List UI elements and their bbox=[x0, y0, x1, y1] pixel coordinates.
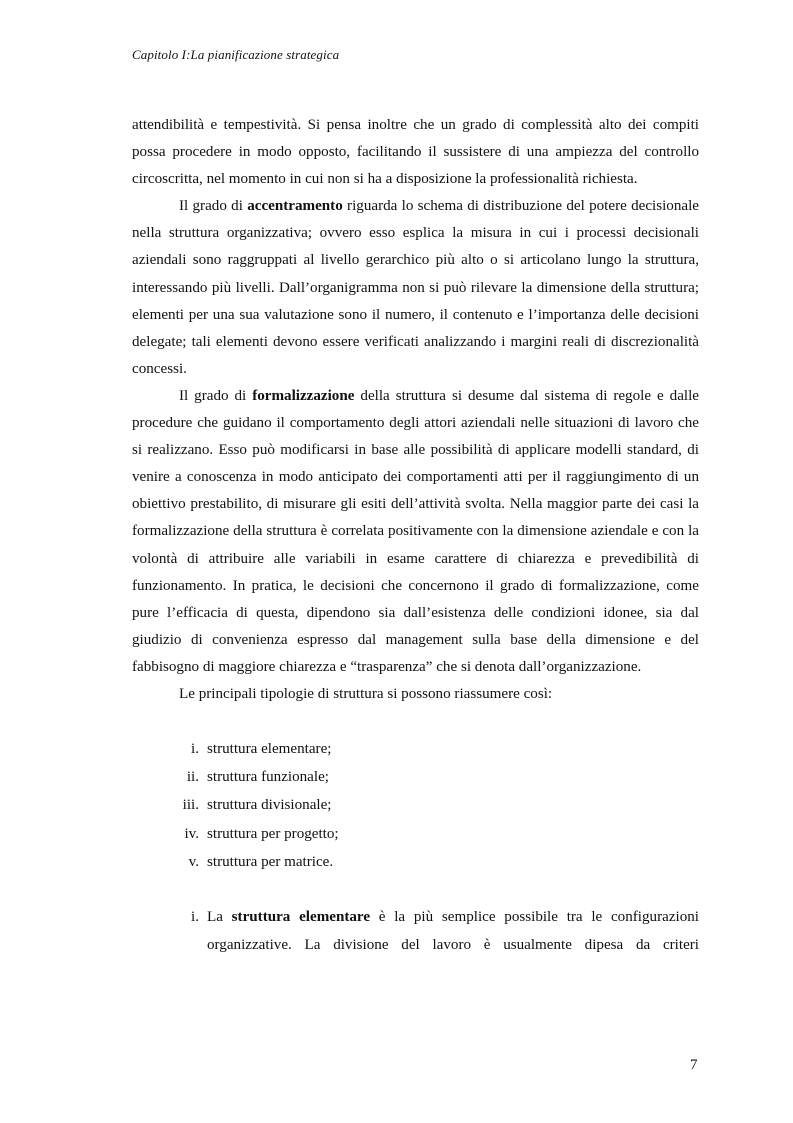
list-item-number: ii. bbox=[186, 769, 199, 786]
term-formalizzazione: formalizzazione bbox=[252, 387, 355, 404]
page-body bbox=[132, 112, 699, 959]
page-number: 7 bbox=[690, 1057, 698, 1073]
list-item-number: i. bbox=[191, 741, 199, 758]
list-item-number: iii. bbox=[182, 797, 199, 814]
detail-item-lead: La bbox=[207, 909, 232, 926]
detail-item-body: è la più semplice possibile tra le configurazioni organizzative. La divisione del lavoro è usualmente dipesa da criteri bbox=[207, 909, 699, 953]
list-item bbox=[132, 791, 699, 819]
paragraph-formalizzazione-text: della struttura si desume dal sistema di regole e dalle procedure che guidano il comportamento degli attori aziendali nelle situazioni di lavoro che si realizzano. Esso può modificarsi in base alle possibilità di applicare modelli standard, di venire a conoscenza in modo anticipato dei comportamenti atti per il raggiungimento di un obiettivo prestabilito, di misurare gli esiti dell’attività svolta. Nella maggior parte dei casi la formalizzazione della struttura è correlata positivamente con la dimensione aziendale e con la volontà di attribuire alle variabili in esame carattere di chiarezza e prevedibilità di funzionamento. In pratica, le decisioni che concernono il grado di formalizzazione, come pure l’efficacia di questa, dipendono sia dall’esistenza delle condizioni idonee, sia dal giudizio di convenienza espresso dal management sulla base della dimensione e del fabbisogno di maggiore chiarezza e “trasparenza” che si denota dall’organizzazione. bbox=[132, 387, 699, 675]
list-item-number: v. bbox=[188, 853, 199, 870]
list-item-label: struttura divisionale; bbox=[207, 797, 332, 814]
paragraph-continuation: attendibilità e tempestività. Si pensa inoltre che un grado di complessità alto dei compiti possa procedere in modo opposto, facilitando il sussistere di una ampiezza del controllo circoscritta, nel momento in cui non si ha a disposizione la professionalità richiesta. bbox=[132, 117, 699, 188]
paragraph-accentramento bbox=[132, 193, 699, 383]
list-item-label: struttura funzionale; bbox=[207, 769, 329, 786]
detail-item-struttura-elementare bbox=[132, 904, 699, 959]
list-item-label: struttura per progetto; bbox=[207, 825, 339, 842]
detail-item-text bbox=[207, 904, 699, 959]
paragraph-formalizzazione bbox=[132, 383, 699, 681]
structure-types-list bbox=[132, 735, 699, 876]
paragraph-accentramento-lead: Il grado di bbox=[179, 198, 248, 215]
list-item-label: struttura per matrice. bbox=[207, 853, 334, 870]
paragraph-list-intro: Le principali tipologie di struttura si possono riassumere così: bbox=[179, 685, 553, 702]
term-struttura-elementare: struttura elementare bbox=[231, 909, 371, 926]
list-item-label: struttura elementare; bbox=[207, 741, 332, 758]
list-item-number: iv. bbox=[184, 825, 199, 842]
paragraph-accentramento-text: riguarda lo schema di distribuzione del potere decisionale nella struttura organizzativa; ovvero esso esplica la misura in cui i processi decisionali aziendali sono raggruppati al livello gerarchico più alto o si articolano lungo la struttura, interessando più livelli. Dall’organigramma non si può rilevare la dimensione della struttura; elementi per una sua valutazione sono il numero, il contenuto e l’importanza delle decisioni delegate; tali elementi devono essere verificati analizzando i margini reali di discrezionalità concessi. bbox=[132, 198, 699, 377]
term-accentramento: accentramento bbox=[247, 198, 343, 215]
list-item bbox=[132, 763, 699, 791]
detail-item-number: i. bbox=[191, 909, 199, 926]
list-item bbox=[132, 820, 699, 848]
list-item bbox=[132, 848, 699, 876]
running-header: Capitolo I:La pianificazione strategica bbox=[132, 47, 340, 62]
paragraph-formalizzazione-lead: Il grado di bbox=[179, 387, 253, 404]
list-item bbox=[132, 735, 699, 763]
